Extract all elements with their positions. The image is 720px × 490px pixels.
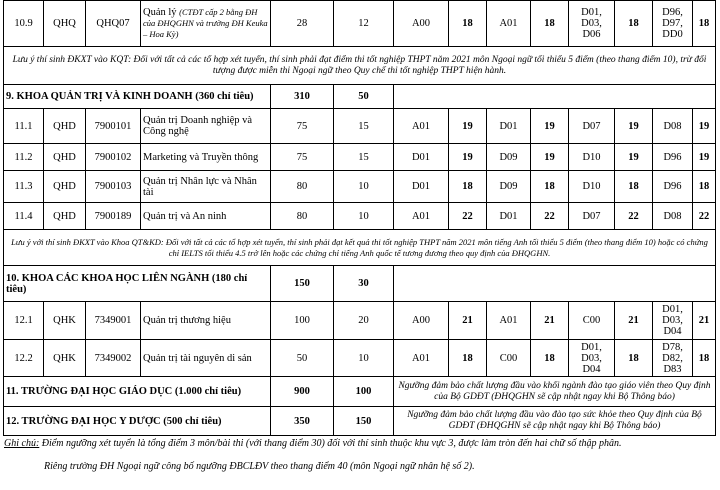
combo-4: D96 [653, 144, 693, 171]
score-1: 22 [449, 203, 487, 230]
combo-code: D03, [581, 18, 602, 29]
footnote-line-1 [4, 437, 716, 451]
score-2: 21 [531, 302, 569, 340]
section-quota-main: 310 [271, 85, 334, 109]
row-number: 11.1 [4, 109, 44, 144]
combo-1: D01 [394, 144, 449, 171]
university-title: 11. TRƯỜNG ĐẠI HỌC GIÁO DỤC (1.000 chỉ tiêu) [4, 377, 271, 407]
table-row [4, 171, 716, 203]
combo-code: D01, [581, 7, 602, 18]
university-code: QHD [44, 203, 86, 230]
combo-3 [569, 340, 615, 377]
score-2: 18 [531, 171, 569, 203]
footnote-text: Điểm ngưỡng xét tuyển là tổng điểm 3 môn/bài thi (với thang điểm 30) đối với thí sinh thuộc khu vực 3, được làm tròn đến hai chữ số thập phân. [39, 438, 622, 449]
quota-main: 75 [271, 144, 334, 171]
combo-4: D96 [653, 171, 693, 203]
combo-code: DD0 [662, 29, 683, 40]
score-3: 19 [615, 144, 653, 171]
score-1: 19 [449, 109, 487, 144]
score-2: 18 [531, 340, 569, 377]
quota-other: 10 [334, 203, 394, 230]
score-2: 18 [531, 1, 569, 47]
quota-main: 50 [271, 340, 334, 377]
score-4: 22 [693, 203, 716, 230]
major-code: 7349001 [86, 302, 141, 340]
table-row [4, 1, 716, 47]
combo-3: D10 [569, 171, 615, 203]
combo-code: D06 [582, 29, 601, 40]
score-2: 22 [531, 203, 569, 230]
combo-4: D08 [653, 203, 693, 230]
score-4: 21 [693, 302, 716, 340]
combo-1: A01 [394, 109, 449, 144]
combo-3: D07 [569, 109, 615, 144]
score-4: 18 [693, 340, 716, 377]
note-row [4, 230, 716, 266]
table-row [4, 144, 716, 171]
note-row [4, 47, 716, 85]
combo-code: D82, [662, 352, 683, 364]
score-4: 19 [693, 109, 716, 144]
university-title: 12. TRƯỜNG ĐẠI HỌC Y DƯỢC (500 chỉ tiêu) [4, 407, 271, 436]
major-name: Quản trị Nhân lực và Nhân tài [141, 171, 271, 203]
score-4: 18 [693, 171, 716, 203]
score-1: 18 [449, 171, 487, 203]
footnote-label: Ghi chú: [4, 438, 40, 449]
university-quota-main: 350 [271, 407, 334, 436]
row-number: 10.9 [4, 1, 44, 47]
combo-code: D83 [663, 363, 682, 375]
major-name: Marketing và Truyền thông [141, 144, 271, 171]
score-1: 18 [449, 340, 487, 377]
section-quota-main: 150 [271, 266, 334, 302]
row-number: 12.2 [4, 340, 44, 377]
section-quota-other: 30 [334, 266, 394, 302]
combo-code: D03, [581, 352, 602, 364]
table-row [4, 340, 716, 377]
combo-code: D04 [582, 363, 601, 375]
combo-code: D01, [662, 304, 683, 315]
section-title: 9. KHOA QUẢN TRỊ VÀ KINH DOANH (360 chỉ tiêu) [4, 85, 271, 109]
score-2: 19 [531, 109, 569, 144]
combo-1: A00 [394, 1, 449, 47]
section-row [4, 85, 716, 109]
university-code: QHD [44, 109, 86, 144]
score-3: 18 [615, 171, 653, 203]
combo-3: C00 [569, 302, 615, 340]
combo-code: D04 [663, 326, 682, 337]
score-3: 21 [615, 302, 653, 340]
combo-code: D78, [662, 341, 683, 353]
quota-other: 10 [334, 340, 394, 377]
qtkd-note: Lưu ý với thí sinh ĐKXT vào Khoa QT&KD: Đối với tất cả các tổ hợp xét tuyển, thí sinh phải đạt kết quả thi tốt nghiệp THPT năm 2021 môn tiếng Anh tối thiểu 5 điểm (theo thang điểm 10) hoặc có chứng chỉ IELTS tối thiểu 4.5 trở lên hoặc các chứng chỉ tiếng Anh quốc tế tương đương theo quy định của ĐHQGHN. [4, 230, 716, 266]
score-3: 22 [615, 203, 653, 230]
university-code: QHQ [44, 1, 86, 47]
section-row [4, 266, 716, 302]
combo-2: D09 [487, 171, 531, 203]
university-row [4, 407, 716, 436]
quota-other: 15 [334, 144, 394, 171]
university-code: QHK [44, 302, 86, 340]
major-name: Quản trị thương hiệu [141, 302, 271, 340]
quota-main: 100 [271, 302, 334, 340]
quota-main: 80 [271, 203, 334, 230]
university-note: Ngưỡng đảm bảo chất lượng đầu vào đào tạo sức khỏe theo Quy định của Bộ GDĐT (ĐHQGHN sẽ cập nhật ngay khi Bộ Thông báo) [394, 407, 716, 436]
major-code: 7349002 [86, 340, 141, 377]
combo-3: D07 [569, 203, 615, 230]
combo-3: D10 [569, 144, 615, 171]
quota-other: 12 [334, 1, 394, 47]
combo-2: D09 [487, 144, 531, 171]
quota-main: 75 [271, 109, 334, 144]
combo-1: D01 [394, 171, 449, 203]
row-number: 11.2 [4, 144, 44, 171]
table-row [4, 109, 716, 144]
score-3: 19 [615, 109, 653, 144]
university-code: QHD [44, 171, 86, 203]
combo-2: D01 [487, 203, 531, 230]
major-code: 7900189 [86, 203, 141, 230]
major-name: Quản trị Doanh nghiệp và Công nghệ [141, 109, 271, 144]
combo-4: D08 [653, 109, 693, 144]
score-4: 18 [693, 1, 716, 47]
combo-code: D03, [662, 315, 683, 326]
combo-3 [569, 1, 615, 47]
combo-1: A01 [394, 203, 449, 230]
combo-code: D01, [581, 341, 602, 353]
major-name [141, 1, 271, 47]
section-empty [394, 85, 716, 109]
combo-4 [653, 340, 693, 377]
major-name: Quản trị tài nguyên di sản [141, 340, 271, 377]
quota-other: 20 [334, 302, 394, 340]
admission-score-table [3, 0, 716, 436]
quota-main: 80 [271, 171, 334, 203]
quota-other: 10 [334, 171, 394, 203]
kqt-note: Lưu ý thí sinh ĐKXT vào KQT: Đối với tất cả các tổ hợp xét tuyển, thí sinh phải đạt điểm thi tốt nghiệp THPT năm 2021 môn Ngoại ngữ tối thiểu 5 điểm (theo thang điểm 10), trừ đối tượng được miễn thi Ngoại ngữ theo Quy chế thi tốt nghiệp THPT hiện hành. [4, 47, 716, 85]
combo-2: D01 [487, 109, 531, 144]
combo-1: A00 [394, 302, 449, 340]
university-note: Ngưỡng đảm bảo chất lượng đầu vào khối ngành đào tạo giáo viên theo Quy định của Bộ GDĐT (ĐHQGHN sẽ cập nhật ngay khi Bộ Thông báo) [394, 377, 716, 407]
combo-2: A01 [487, 1, 531, 47]
university-code: QHD [44, 144, 86, 171]
combo-2: C00 [487, 340, 531, 377]
combo-4 [653, 302, 693, 340]
table-row [4, 203, 716, 230]
major-code: 7900102 [86, 144, 141, 171]
row-number: 11.4 [4, 203, 44, 230]
score-1: 19 [449, 144, 487, 171]
university-code: QHK [44, 340, 86, 377]
major-code: 7900101 [86, 109, 141, 144]
major-code: QHQ07 [86, 1, 141, 47]
major-code: 7900103 [86, 171, 141, 203]
combo-code: D97, [662, 18, 683, 29]
university-quota-other: 150 [334, 407, 394, 436]
combo-1: A01 [394, 340, 449, 377]
university-quota-main: 900 [271, 377, 334, 407]
row-number: 12.1 [4, 302, 44, 340]
university-quota-other: 100 [334, 377, 394, 407]
row-number: 11.3 [4, 171, 44, 203]
university-row [4, 377, 716, 407]
section-title: 10. KHOA CÁC KHOA HỌC LIÊN NGÀNH (180 chỉ tiêu) [4, 266, 271, 302]
score-1: 21 [449, 302, 487, 340]
major-name: Quản trị và An ninh [141, 203, 271, 230]
footnote-line-2: Riêng trường ĐH Ngoại ngữ công bố ngưỡng ĐBCLĐV theo thang điểm 40 (môn Ngoại ngữ nhân hệ số 2). [44, 461, 475, 472]
combo-2: A01 [487, 302, 531, 340]
major-name-text: Quản lý [143, 7, 177, 18]
score-3: 18 [615, 1, 653, 47]
quota-other: 15 [334, 109, 394, 144]
section-quota-other: 50 [334, 85, 394, 109]
quota-main: 28 [271, 1, 334, 47]
table-row [4, 302, 716, 340]
score-1: 18 [449, 1, 487, 47]
section-empty [394, 266, 716, 302]
score-3: 18 [615, 340, 653, 377]
footnote [4, 437, 716, 474]
score-2: 19 [531, 144, 569, 171]
score-4: 19 [693, 144, 716, 171]
combo-4 [653, 1, 693, 47]
combo-code: D96, [662, 7, 683, 18]
major-name-note: (CTĐT cấp 2 bằng ĐH của ĐHQGHN và trường ĐH Keuka – Hoa Kỳ) [143, 7, 268, 39]
